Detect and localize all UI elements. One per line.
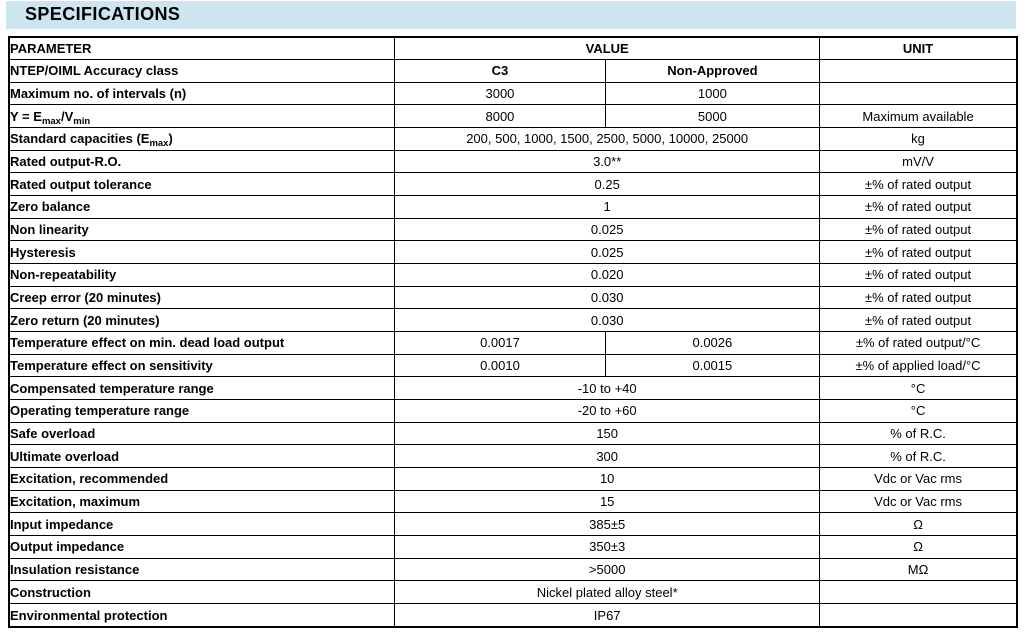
table-header-row (9, 37, 1017, 60)
parameter-cell: Rated output tolerance (9, 173, 395, 196)
unit-cell: % of R.C. (820, 445, 1017, 468)
unit-cell: °C (820, 400, 1017, 423)
unit-cell: ±% of applied load/°C (820, 354, 1017, 377)
parameter-cell: Safe overload (9, 422, 395, 445)
page-title: SPECIFICATIONS (25, 3, 181, 24)
table-row (9, 286, 1017, 309)
unit-cell: ±% of rated output (820, 286, 1017, 309)
value-cell: 15 (395, 490, 820, 513)
value-cell: -10 to +40 (395, 377, 820, 400)
unit-cell: ±% of rated output (820, 241, 1017, 264)
parameter-cell: Operating temperature range (9, 400, 395, 423)
value-cell: 3.0** (395, 150, 820, 173)
table-row (9, 354, 1017, 377)
table-row (9, 445, 1017, 468)
parameter-cell: Rated output-R.O. (9, 150, 395, 173)
parameter-cell: Non-repeatability (9, 264, 395, 287)
value-cell: 385±5 (395, 513, 820, 536)
table-row (9, 332, 1017, 355)
value-cell: 0.020 (395, 264, 820, 287)
table-row (9, 581, 1017, 604)
table-row (9, 309, 1017, 332)
value-cell-non-approved: 5000 (605, 105, 819, 128)
parameter-cell: Hysteresis (9, 241, 395, 264)
parameter-cell: Excitation, maximum (9, 490, 395, 513)
parameter-cell: NTEP/OIML Accuracy class (9, 60, 395, 83)
value-cell-non-approved: 1000 (605, 82, 819, 105)
column-header-unit: UNIT (820, 37, 1017, 60)
value-cell: -20 to +60 (395, 400, 820, 423)
table-row (9, 218, 1017, 241)
parameter-cell: Excitation, recommended (9, 468, 395, 491)
value-cell: 1 (395, 196, 820, 219)
value-cell: 0.25 (395, 173, 820, 196)
table-row (9, 604, 1017, 627)
value-cell-c3: 3000 (395, 82, 605, 105)
table-row (9, 60, 1017, 83)
unit-cell: Vdc or Vac rms (820, 468, 1017, 491)
value-cell: 350±3 (395, 536, 820, 559)
table-row (9, 128, 1017, 151)
parameter-cell: Temperature effect on min. dead load output (9, 332, 395, 355)
unit-cell: ±% of rated output (820, 218, 1017, 241)
value-cell: 0.030 (395, 309, 820, 332)
value-cell-c3: 0.0010 (395, 354, 605, 377)
unit-cell: mV/V (820, 150, 1017, 173)
parameter-cell: Zero balance (9, 196, 395, 219)
table-row (9, 558, 1017, 581)
unit-cell: ±% of rated output (820, 196, 1017, 219)
parameter-cell: Maximum no. of intervals (n) (9, 82, 395, 105)
parameter-cell: Creep error (20 minutes) (9, 286, 395, 309)
table-row (9, 536, 1017, 559)
value-cell: 300 (395, 445, 820, 468)
unit-cell: ±% of rated output/°C (820, 332, 1017, 355)
unit-cell: ±% of rated output (820, 309, 1017, 332)
table-row (9, 196, 1017, 219)
parameter-cell: Compensated temperature range (9, 377, 395, 400)
parameter-cell: Temperature effect on sensitivity (9, 354, 395, 377)
unit-cell: MΩ (820, 558, 1017, 581)
unit-cell: Vdc or Vac rms (820, 490, 1017, 513)
value-cell: 0.030 (395, 286, 820, 309)
spec-table-body (9, 60, 1017, 628)
parameter-cell: Zero return (20 minutes) (9, 309, 395, 332)
parameter-cell: Input impedance (9, 513, 395, 536)
table-row (9, 264, 1017, 287)
unit-cell: Ω (820, 513, 1017, 536)
parameter-cell: Insulation resistance (9, 558, 395, 581)
unit-cell (820, 60, 1017, 83)
value-cell: 0.025 (395, 241, 820, 264)
table-row (9, 513, 1017, 536)
unit-cell: ±% of rated output (820, 173, 1017, 196)
table-row (9, 490, 1017, 513)
table-row (9, 82, 1017, 105)
parameter-cell: Construction (9, 581, 395, 604)
table-row (9, 105, 1017, 128)
table-row (9, 468, 1017, 491)
unit-cell: Ω (820, 536, 1017, 559)
unit-cell (820, 581, 1017, 604)
value-cell: IP67 (395, 604, 820, 627)
value-cell: 10 (395, 468, 820, 491)
value-cell-c3: 8000 (395, 105, 605, 128)
parameter-cell: $Y = E_{max}/V_{min}$ (9, 105, 395, 128)
table-row (9, 241, 1017, 264)
value-cell-non-approved: 0.0026 (605, 332, 819, 355)
parameter-cell: Standard capacities $(E_{max})$ (9, 128, 395, 151)
unit-cell: Maximum available (820, 105, 1017, 128)
unit-cell (820, 82, 1017, 105)
table-row (9, 400, 1017, 423)
column-header-value: VALUE (395, 37, 820, 60)
value-cell-c3: 0.0017 (395, 332, 605, 355)
parameter-cell: Output impedance (9, 536, 395, 559)
parameter-cell: Non linearity (9, 218, 395, 241)
table-row (9, 422, 1017, 445)
value-cell-non-approved: 0.0015 (605, 354, 819, 377)
value-cell: Nickel plated alloy steel* (395, 581, 820, 604)
column-header-parameter: PARAMETER (9, 37, 395, 60)
unit-cell: ±% of rated output (820, 264, 1017, 287)
unit-cell: °C (820, 377, 1017, 400)
specifications-table (8, 36, 1018, 628)
table-row (9, 377, 1017, 400)
unit-cell: kg (820, 128, 1017, 151)
table-row (9, 173, 1017, 196)
value-cell: 150 (395, 422, 820, 445)
parameter-cell: Ultimate overload (9, 445, 395, 468)
value-cell-c3: C3 (395, 60, 605, 83)
value-cell-non-approved: Non-Approved (605, 60, 819, 83)
value-cell: 0.025 (395, 218, 820, 241)
unit-cell (820, 604, 1017, 627)
parameter-cell: Environmental protection (9, 604, 395, 627)
value-cell: 200, 500, 1000, 1500, 2500, 5000, 10000, 25000 (395, 128, 820, 151)
table-row (9, 150, 1017, 173)
section-title-bar (6, 1, 1016, 29)
unit-cell: % of R.C. (820, 422, 1017, 445)
value-cell: >5000 (395, 558, 820, 581)
